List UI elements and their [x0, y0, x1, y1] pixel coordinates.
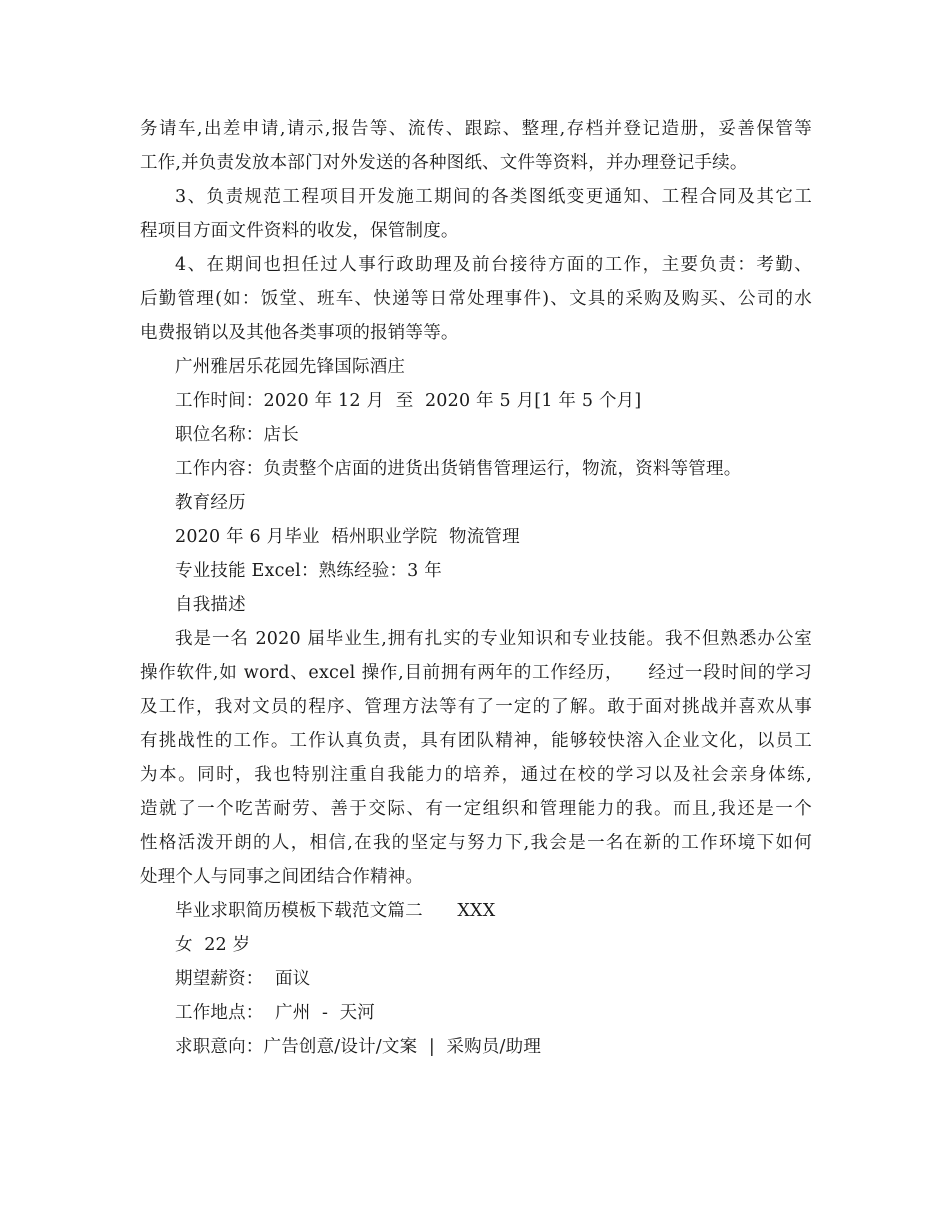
text-line: 电费报销以及其他各类事项的报销等等。	[140, 323, 459, 343]
text-line: 性格活泼开朗的人，相信,在我的坚定与努力下,我会是一名在新的工作环境下如何	[140, 833, 812, 853]
text-line: 女 22 岁	[175, 935, 251, 955]
text-line: 及工作，我对文员的程序、管理方法等有了一定的了解。敢于面对挑战并喜欢从事	[140, 697, 812, 717]
text-line: 专业技能 Excel：熟练经验：3 年	[175, 561, 442, 581]
text-line: 广州雅居乐花园先锋国际酒庄	[175, 357, 406, 377]
text-line: 自我描述	[175, 595, 246, 615]
text-line: 我是一名 2020 届毕业生,拥有扎实的专业知识和专业技能。我不但熟悉办公室	[175, 629, 812, 649]
text-line: 工作时间：2020 年 12 月 至 2020 年 5 月[1 年 5 个月]	[175, 391, 642, 411]
text-line: 毕业求职简历模板下载范文篇二 XXX	[175, 901, 496, 921]
text-line: 工作,并负责发放本部门对外发送的各种图纸、文件等资料，并办理登记手续。	[140, 153, 748, 173]
text-line: 后勤管理(如：饭堂、班车、快递等日常处理事件)、文具的采购及购买、公司的水	[140, 289, 812, 309]
text-line: 2020 年 6 月毕业 梧州职业学院 物流管理	[175, 527, 520, 547]
text-line: 工作内容：负责整个店面的进货出货销售管理运行，物流，资料等管理。	[175, 459, 742, 479]
text-line: 有挑战性的工作。工作认真负责，具有团队精神，能够较快溶入企业文化，以员工	[140, 731, 812, 751]
document-body	[140, 112, 812, 1064]
text-line: 务请车,出差申请,请示,报告等、流传、跟踪、整理,存档并登记造册，妥善保管等	[140, 119, 812, 139]
text-line: 期望薪资： 面议	[175, 969, 311, 989]
text-line: 工作地点： 广州 - 天河	[175, 1003, 375, 1023]
text-line: 职位名称：店长	[175, 425, 299, 445]
text-line: 4、在期间也担任过人事行政助理及前台接待方面的工作，主要负责：考勤、	[175, 255, 812, 275]
text-line: 操作软件,如 word、excel 操作,目前拥有两年的工作经历， 经过一段时间的学习	[140, 663, 812, 683]
text-line: 3、负责规范工程项目开发施工期间的各类图纸变更通知、工程合同及其它工	[175, 187, 812, 207]
text-line: 造就了一个吃苦耐劳、善于交际、有一定组织和管理能力的我。而且,我还是一个	[140, 799, 812, 819]
text-line: 处理个人与同事之间团结合作精神。	[140, 867, 424, 887]
text-line: 求职意向：广告创意/设计/文案 | 采购员/助理	[175, 1037, 542, 1057]
text-line: 为本。同时，我也特别注重自我能力的培养，通过在校的学习以及社会亲身体练,	[140, 765, 812, 785]
text-line: 教育经历	[175, 493, 246, 513]
text-line: 程项目方面文件资料的收发，保管制度。	[140, 221, 459, 241]
